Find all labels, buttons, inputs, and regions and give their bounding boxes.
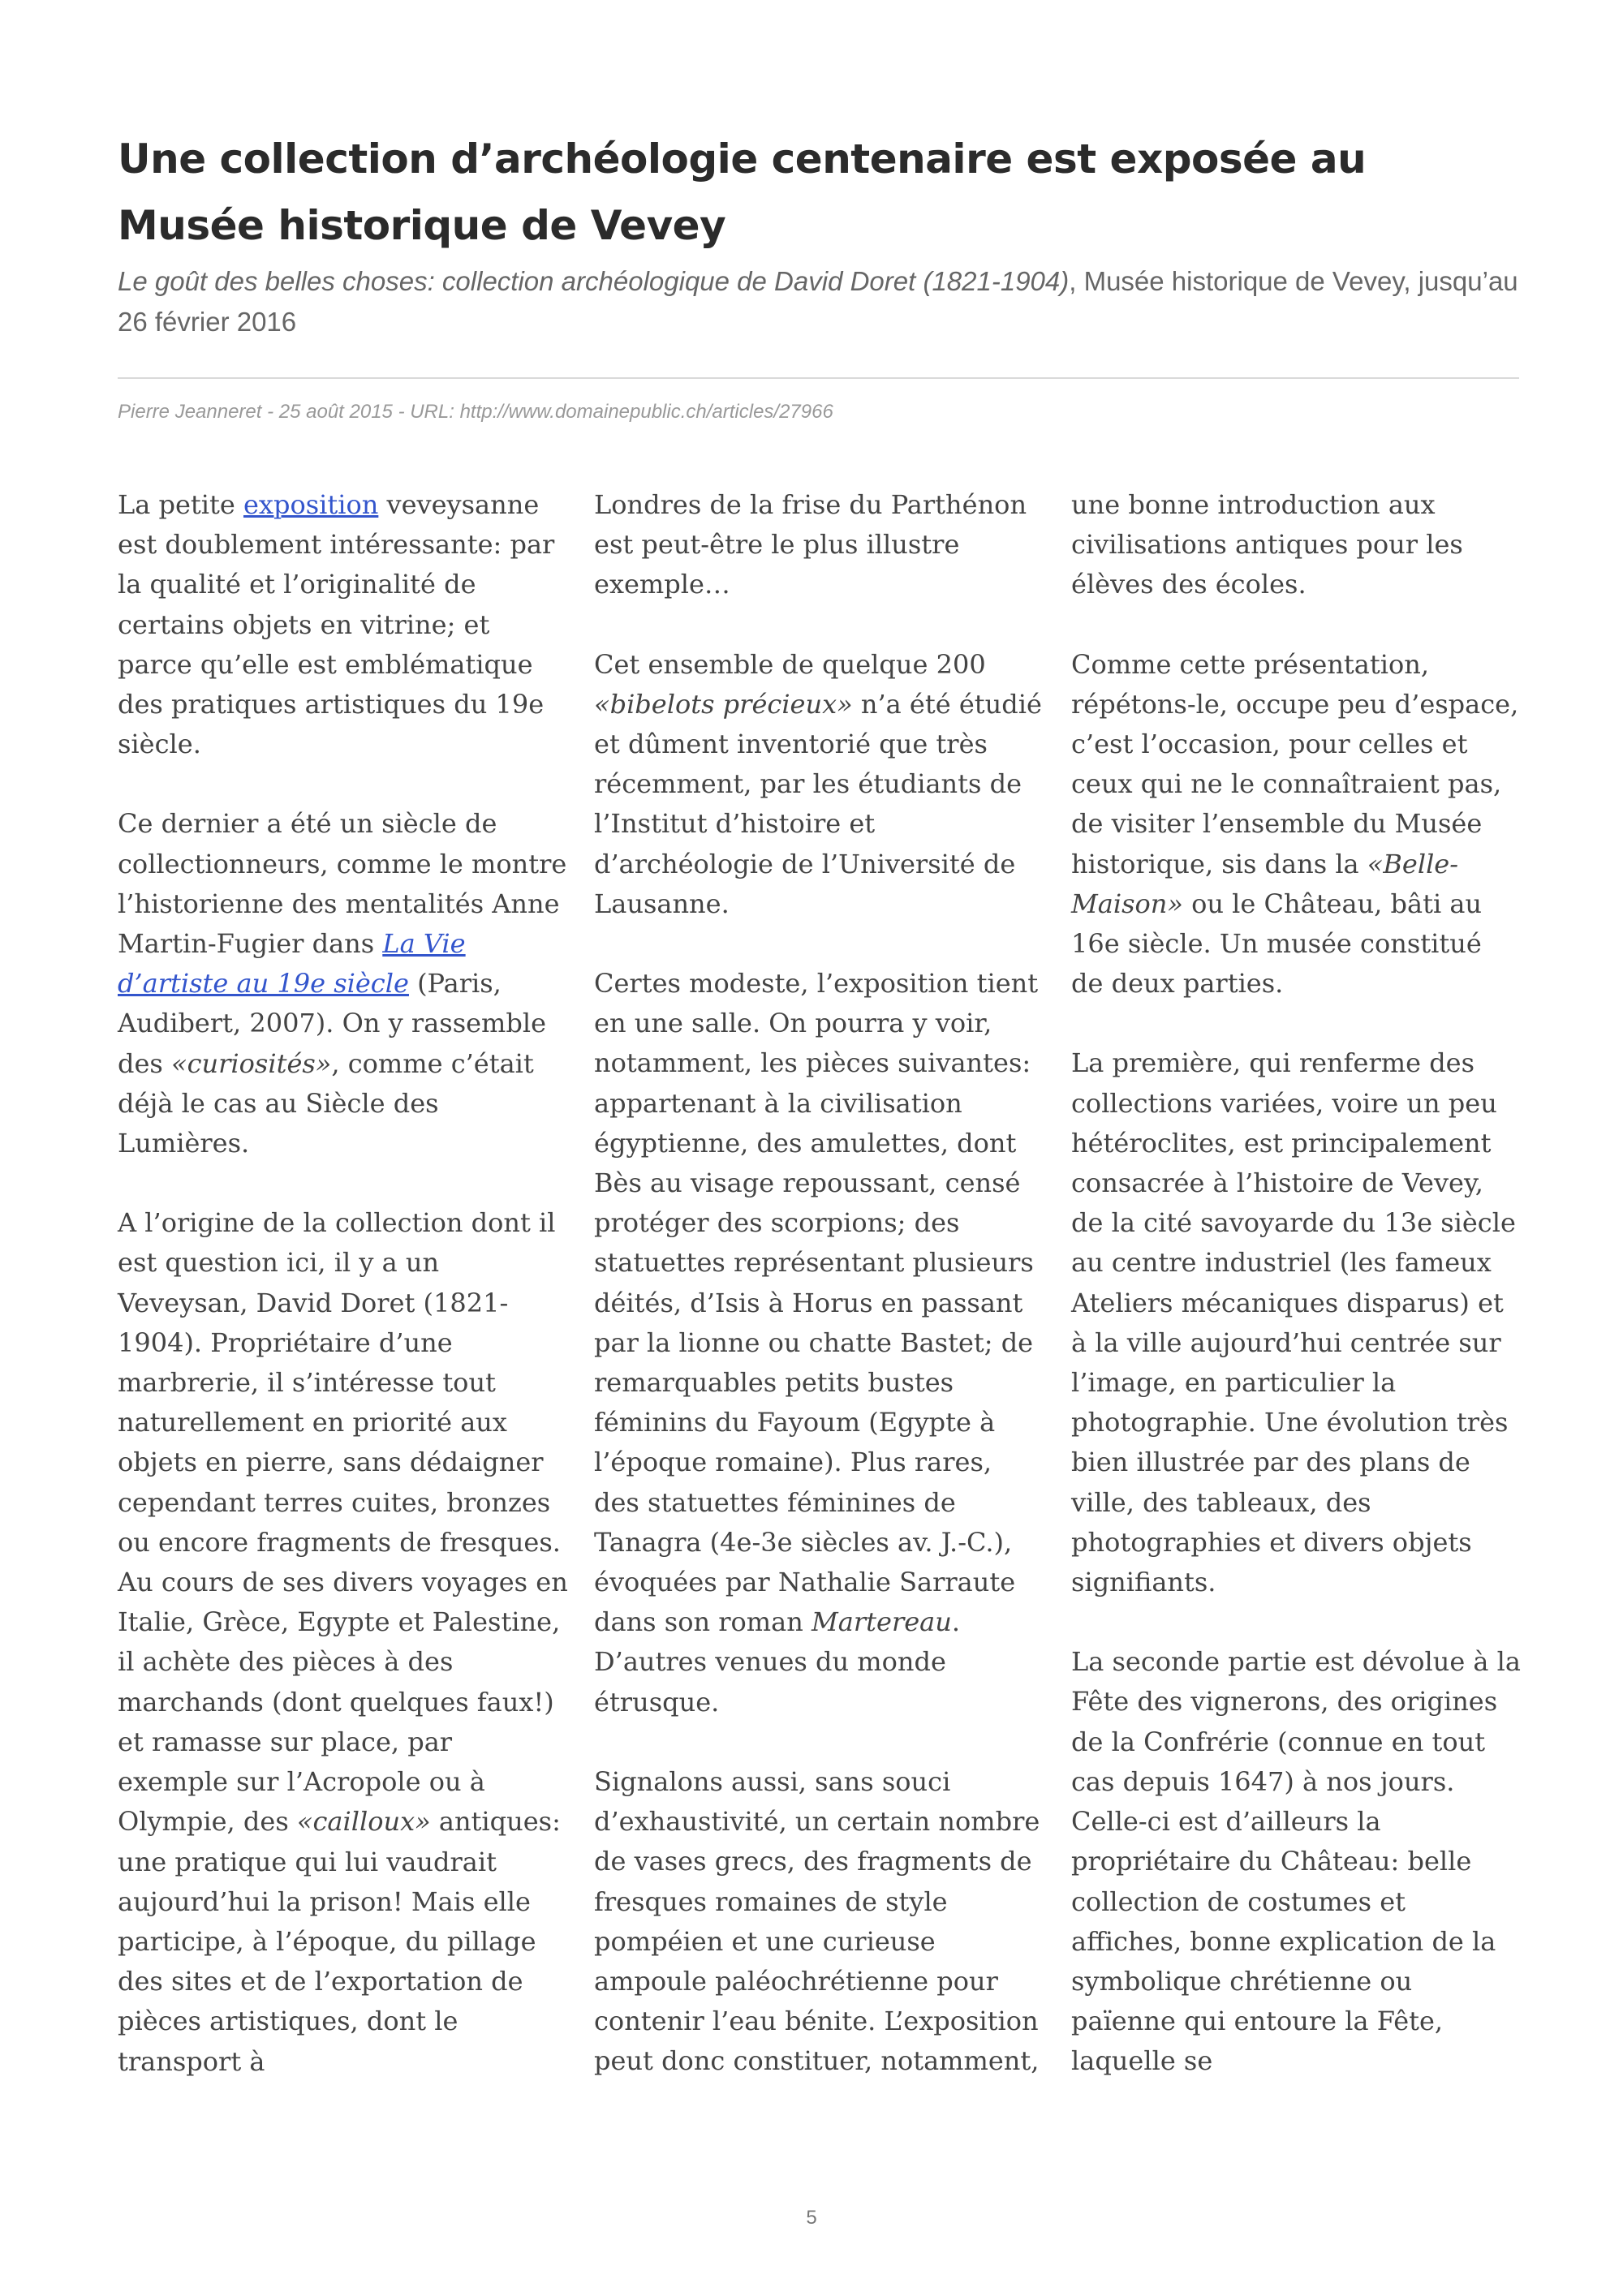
- header-divider: [118, 377, 1519, 379]
- paragraph: une bonne introduction aux civilisations antiques pour les élèves des écoles.: [1071, 489, 1463, 600]
- text-column-1: [118, 485, 568, 2122]
- article-meta: Pierre Jeanneret - 25 août 2015 - URL: http://www.domainepublic.ch/articles/27966: [118, 401, 833, 423]
- text-column-3: [1071, 485, 1522, 2122]
- exposition-link[interactable]: exposition: [243, 489, 379, 520]
- page-number: 5: [806, 2207, 817, 2229]
- paragraph: A l’origine de la collection dont il est question ici, il y a un Veveysan, David Doret (1821-1904). Propriétaire d’une marbrerie, il s’intéresse tout naturellement en priorité aux objets en pierre, sans dédaigner cependant terres cuites, bronzes ou encore fragments de fresques. Au cours de ses divers voyages en Italie, Grèce, Egypte et Palestine, il achète des pièces à des marchands (dont quelques faux!) et ramasse sur place, par exemple sur l’Acropole ou à Olympie, des «cailloux» antiques: une pratique qui lui vaudrait aujourd’hui la prison! Mais elle participe, à l’époque, du pillage des sites et de l’exportation de pièces artistiques, dont le transport à: [118, 1207, 568, 2077]
- article-title: Une collection d’archéologie centenaire est exposée au Musée historique de Vevey: [118, 135, 1367, 249]
- paragraph: Signalons aussi, sans souci d’exhaustivité, un certain nombre de vases grecs, des fragments de fresques romaines de style pompéien et une curieuse ampoule paléochrétienne pour contenir l’eau bénite. L’exposition peut donc constituer, notamment,: [594, 1765, 1040, 2077]
- paragraph: Cet ensemble de quelque 200 «bibelots précieux» n’a été étudié et dûment inventorié que très récemment, par les étudiants de l’Institut d’histoire et d’archéologie de l’Université de Lausanne.: [594, 648, 1042, 919]
- text-column-2: [594, 485, 1044, 2122]
- paragraph: La seconde partie est dévolue à la Fête des vignerons, des origines de la Confrérie (connue en tout cas depuis 1647) à nos jours. Celle-ci est d’ailleurs la propriétaire du Château: belle collection de costumes et affiches, bonne explication de la symbolique chrétienne ou païenne qui entoure la Fête, laquelle se: [1071, 1646, 1521, 2077]
- exhibition-title: Le goût des belles choses: collection archéologique de David Doret (1821-1904): [118, 266, 1070, 296]
- book-link[interactable]: La Vie d’artiste au 19e siècle: [118, 928, 466, 1000]
- paragraph: Londres de la frise du Parthénon est peut-être le plus illustre exemple…: [594, 489, 1027, 600]
- paragraph: Comme cette présentation, répétons-le, occupe peu d’espace, c’est l’occasion, pour celles et ceux qui ne le connaîtraient pas, de visiter l’ensemble du Musée historique, sis dans la «Belle-Maison» ou le Château, bâti au 16e siècle. Un musée constitué de deux parties.: [1071, 648, 1519, 1000]
- paragraph: La première, qui renferme des collections variées, voire un peu hétéroclites, est principalement consacrée à l’histoire de Vevey, de la cité savoyarde du 13e siècle au centre industriel (les fameux Ateliers mécaniques disparus) et à la ville aujourd’hui centrée sur l’image, en particulier la photographie. Une évolution très bien illustrée par des plans de ville, des tableaux, des photographies et divers objets signifiants.: [1071, 1047, 1516, 1598]
- paragraph: La petite exposition veveysanne est doublement intéressante: par la qualité et l’originalité de certains objets en vitrine; et parce qu’elle est emblématique des pratiques artistiques du 19e siècle.: [118, 489, 555, 760]
- exhibition-venue: , Musée historique de Vevey, jusqu’au 26 février 2016: [118, 266, 1518, 337]
- paragraph: Certes modeste, l’exposition tient en une salle. On pourra y voir, notamment, les pièces suivantes: appartenant à la civilisation égyptienne, des amulettes, dont Bès au visage repoussant, censé protéger des scorpions; des statuettes représentant plusieurs déités, d’Isis à Horus en passant par la lionne ou chatte Bastet; de remarquables petits bustes féminins du Fayoum (Egypte à l’époque romaine). Plus rares, des statuettes féminines de Tanagra (4e-3e siècles av. J.-C.), évoquées par Nathalie Sarraute dans son roman Martereau. D’autres venues du monde étrusque.: [594, 968, 1039, 1718]
- paragraph: Ce dernier a été un siècle de collectionneurs, comme le montre l’historienne des mentalités Anne Martin-Fugier dans La Vie d’artiste au 19e siècle (Paris, Audibert, 2007). On y rassemble des «curiosités», comme c’était déjà le cas au Siècle des Lumières.: [118, 808, 567, 1159]
- article-subtitle: [118, 261, 1522, 342]
